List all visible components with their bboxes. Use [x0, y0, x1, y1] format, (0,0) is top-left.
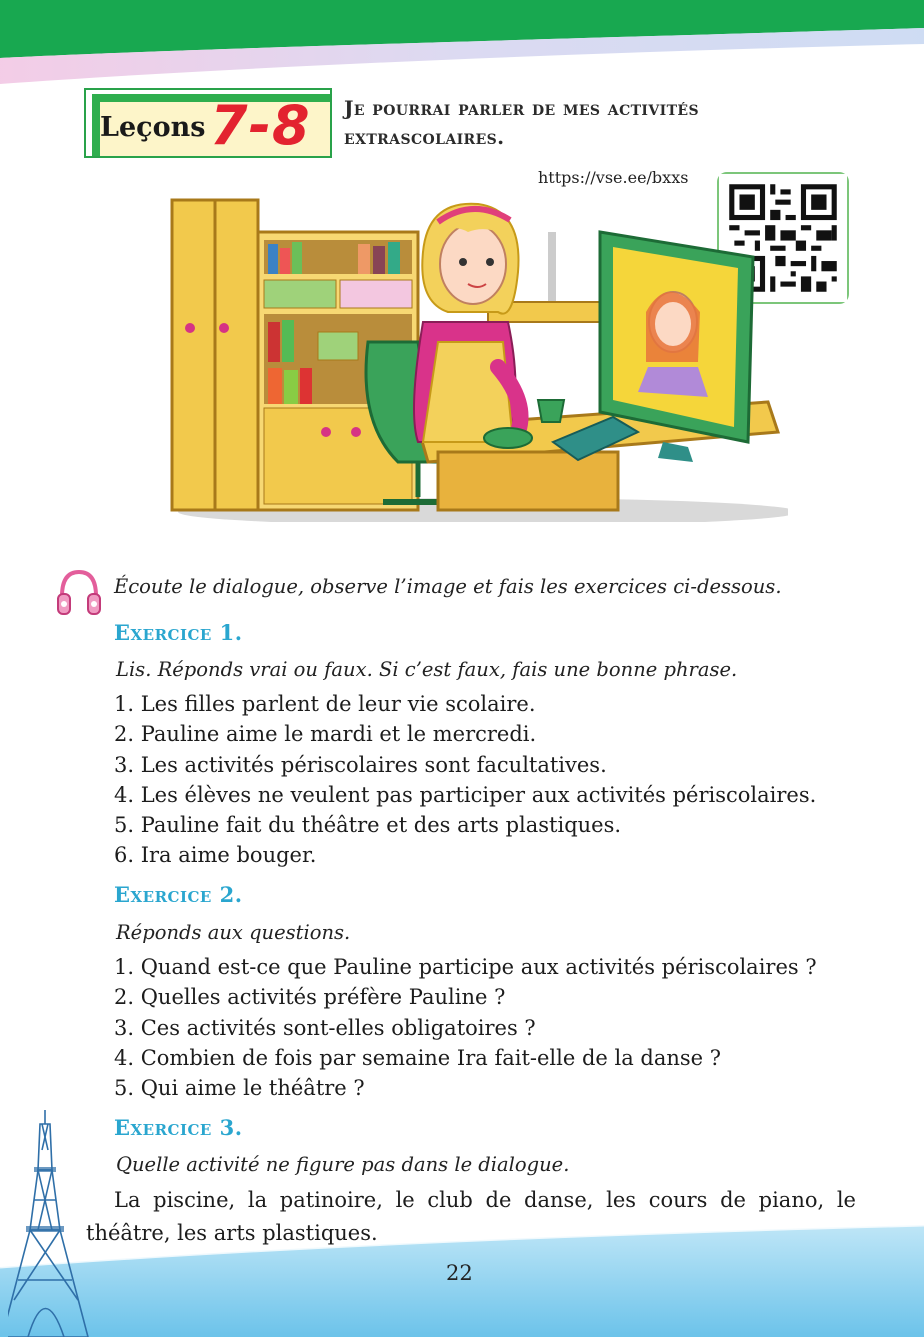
- lesson-illustration: [168, 192, 788, 522]
- top-decor-band: [0, 0, 924, 90]
- lesson-word: Leçons: [100, 112, 206, 143]
- lesson-badge: [84, 88, 332, 158]
- lesson-title-line2: extrascolaires.: [344, 125, 505, 149]
- page-number: 22: [446, 1261, 473, 1285]
- list-item: 1. Les filles parlent de leur vie scolaire.: [114, 692, 536, 716]
- list-item: 1. Quand est-ce que Pauline participe aux activités périscolaires ?: [114, 955, 817, 979]
- list-item: 5. Qui aime le théâtre ?: [114, 1076, 365, 1101]
- list-item: 2. Quelles activités préfère Pauline ?: [114, 985, 506, 1010]
- headphones-icon[interactable]: [56, 566, 102, 620]
- lesson-number: 7-8: [210, 94, 311, 157]
- exercise-2-title: Exercice 2.: [114, 882, 243, 907]
- lesson-title-line1: Je pourrai parler de mes activités: [344, 96, 699, 120]
- exercise-1-list: [114, 689, 816, 871]
- exercise-2-list: [114, 952, 817, 1103]
- list-item: 3. Les activités périscolaires sont facultatives.: [114, 752, 607, 777]
- exercise-3-paragraph: La piscine, la patinoire, le club de danse, les cours de piano, le théâtre, les arts plastiques.: [86, 1188, 856, 1245]
- list-item: 2. Pauline aime le mardi et le mercredi.: [114, 722, 537, 747]
- listening-instruction: Écoute le dialogue, observe l’image et fais les exercices ci-dessous.: [114, 575, 782, 598]
- exercise-1-instruction: Lis. Réponds vrai ou faux. Si c’est faux, fais une bonne phrase.: [116, 658, 738, 681]
- list-item: 3. Ces activités sont-elles obligatoires ?: [114, 1015, 536, 1040]
- resource-link[interactable]: https://vse.ee/bxxs: [538, 168, 689, 187]
- list-item: 4. Les élèves ne veulent pas participer aux activités périscolaires.: [114, 782, 817, 807]
- lesson-title: [344, 94, 784, 152]
- list-item: 5. Pauline fait du théâtre et des arts plastiques.: [114, 813, 622, 838]
- eiffel-tower-icon: [8, 1110, 98, 1337]
- list-item: 4. Combien de fois par semaine Ira fait-elle de la danse ?: [114, 1045, 722, 1070]
- exercise-1-title: Exercice 1.: [114, 620, 243, 645]
- exercise-3-instruction: Quelle activité ne figure pas dans le dialogue.: [116, 1153, 570, 1176]
- exercise-3-title: Exercice 3.: [114, 1115, 243, 1140]
- list-item: 6. Ira aime bouger.: [114, 843, 317, 868]
- exercise-2-instruction: Réponds aux questions.: [116, 921, 351, 944]
